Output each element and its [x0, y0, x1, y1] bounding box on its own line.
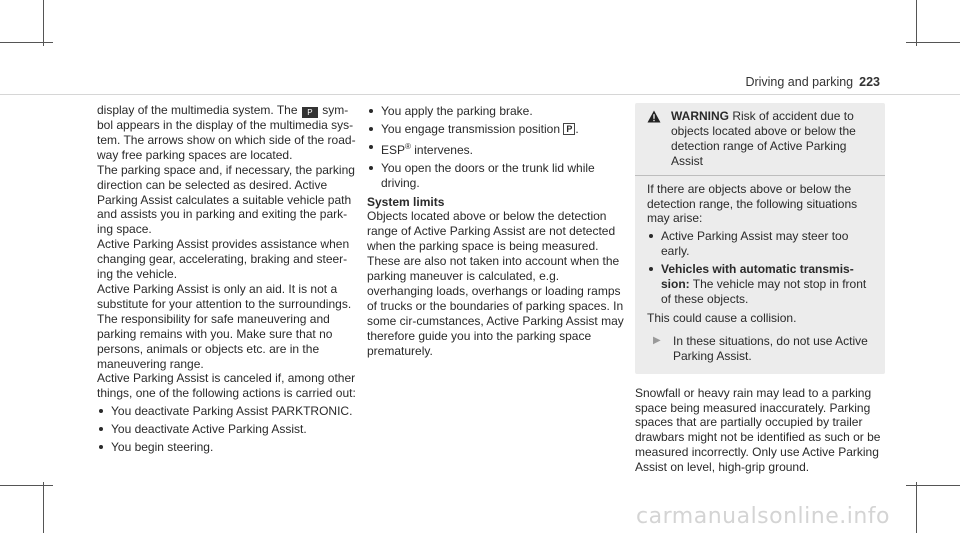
list-item: You open the doors or the trunk lid while driving.: [367, 161, 625, 191]
list-item: Vehicles with automatic transmis-sion: The vehicle may not stop in front of these objects.: [647, 262, 873, 307]
section-heading: System limits: [367, 194, 445, 209]
warning-header: [647, 109, 873, 169]
list-item: You deactivate Parking Assist PARKTRONIC.: [97, 404, 359, 419]
action-step: ▶ In these situations, do not use Active Parking Assist.: [647, 334, 873, 364]
section-title: Driving and parking: [745, 75, 854, 89]
crop-mark: [0, 485, 53, 486]
list-item: You engage transmission position P .: [367, 122, 625, 137]
gear-position-p-icon: P: [563, 123, 575, 135]
paragraph: Objects located above or below the detection range of Active Parking Assist are not detected when the parking space is being measured. These are also not taken into account when the parking maneuver is calculated, e.g. overhanging loads, overhangs or loading ramps of trucks or the boundaries of parking spaces. In some cir-cumstances, Active Parking Assist may therefore guide you into the parking space prematurely.: [367, 209, 624, 358]
crop-mark: [43, 482, 44, 533]
column-middle: [367, 103, 625, 359]
column-right: [635, 103, 885, 475]
crop-mark: [916, 0, 917, 46]
watermark: carmanualsonline.info: [636, 504, 890, 529]
paragraph: Active Parking Assist provides assistance when changing gear, accelerating, braking and steer-ing the vehicle.: [97, 237, 350, 282]
cancel-action-list-continued: [367, 104, 625, 191]
list-item: You begin steering.: [97, 440, 359, 455]
warning-list: [647, 229, 873, 307]
crop-mark: [0, 42, 53, 43]
list-item: ESP® intervenes.: [367, 140, 625, 158]
warning-divider: [635, 175, 885, 176]
arrow-right-icon: ▶: [653, 334, 661, 346]
running-header: [745, 75, 880, 89]
paragraph: Snowfall or heavy rain may lead to a parking space being measured inaccurately. Parking spaces that are partially occupied by trailer drawbars might not be identified as such or be measured incorrectly. Only use Active Parking Assist on level, high-grip ground.: [635, 385, 881, 475]
warning-box: [635, 103, 885, 374]
cancel-action-list: [97, 404, 359, 455]
page-number: 223: [859, 75, 880, 89]
paragraph: display of the multimedia system. The P sym-bol appears in the display of the multimedia sys-tem. The arrows show on which side of the road-way free parking spaces are located.: [97, 103, 356, 162]
paragraph: This could cause a collision.: [647, 310, 797, 325]
list-item: You apply the parking brake.: [367, 104, 625, 119]
paragraph: If there are objects above or below the detection range, the following situations may arise:: [647, 181, 858, 226]
registered-mark: ®: [405, 141, 411, 151]
column-left: [97, 103, 359, 458]
crop-mark: [43, 0, 44, 46]
header-divider: [0, 94, 960, 95]
parking-assist-icon: P: [302, 107, 318, 118]
paragraph: The parking space and, if necessary, the parking direction can be selected as desired. Active Parking Assist calculates a suitable vehicle path and assists you in parking and exiting the park-ing space.: [97, 162, 355, 237]
warning-title: Risk of accident due to objects located above or below the detection range of Active Parking Assist: [671, 109, 856, 168]
list-item: You deactivate Active Parking Assist.: [97, 422, 359, 437]
crop-mark: [906, 42, 960, 43]
list-item: Active Parking Assist may steer too early.: [647, 229, 873, 259]
crop-mark: [916, 482, 917, 533]
warning-triangle-icon: [647, 109, 663, 169]
crop-mark: [906, 485, 960, 486]
warning-label: WARNING: [671, 109, 729, 123]
paragraph: Active Parking Assist is only an aid. It is not a substitute for your attention to the surroundings. The responsibility for safe maneuvering and parking remains with you. Make sure that no persons, animals or objects etc. are in the maneuvering range.: [97, 281, 352, 371]
paragraph: Active Parking Assist is canceled if, among other things, one of the following actions is carried out:: [97, 371, 356, 401]
